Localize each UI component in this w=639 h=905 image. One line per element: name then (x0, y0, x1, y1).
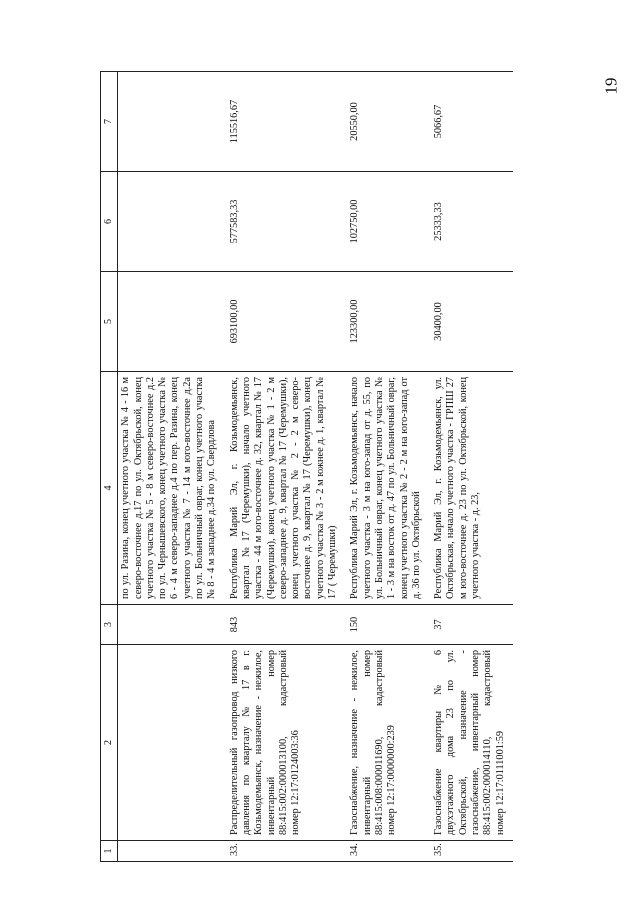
value-col5: 693100,00 (225, 272, 346, 372)
object-name: Газоснабжение квартиры № 6 двухэтажного дома 23 по ул. Октябрьской, назначение - газоснабжение, инвентарный номер 88:415:002:000014110, кадастровый номер 12:17:0111001:59 (429, 645, 513, 841)
value-col6: 102750,00 (345, 172, 429, 272)
col-header-4: 4 (101, 372, 118, 605)
table-row (345, 72, 429, 862)
continuation-description: по ул. Разина, конец учетного участка № 4 - 16 м северо-восточнее д.17 по ул. Октябрьской, конец учетного участка № 5 - 8 м северо-восточнее д.2 по ул. Чернышевского, конец учетного участка № 6 - 4 м северо-западнее д.4 по пер. Разина, конец учетного участка № 7 - 14 м юго-восточнее д.2а по ул. Больничный овраг, конец учетного участка № 8 - 4 м западнее д.34 по ул. Свердлова (118, 372, 225, 605)
col-header-1: 1 (101, 841, 118, 862)
object-name: Распределительный газопровод низкого давления по кварталу № 17 в г. Козьмодемьянск, назначение - нежилое, инвентарный номер 88:415:002:000013100, кадастровый номер 12:17:0124003:36 (225, 645, 346, 841)
row-number: 34. (345, 841, 429, 862)
object-length: 37 (429, 605, 513, 645)
col-header-5: 5 (101, 272, 118, 372)
object-name: Газоснабжение, назначение - нежилое, инвентарный номер 88:415:008:000011690, кадастровый номер 12:17:0000000:239 (345, 645, 429, 841)
value-col5: 30400,00 (429, 272, 513, 372)
object-address: Республика Марий Эл, г. Козьмодемьянск, начало учетного участка - 3 м на юго-запад от д. 55, по ул. Больничный овраг, конец учетного участка № 1 - 3 м на восток от д. 47 по ул. Больничный овраг, конец учетного участка № 2 - 2 м на юго-запад от д. 36 по ул. Октябрьской (345, 372, 429, 605)
row-number: 35. (429, 841, 513, 862)
object-length: 150 (345, 605, 429, 645)
table-row (225, 72, 346, 862)
table-row-continuation (118, 72, 225, 862)
value-col7: 5066,67 (429, 72, 513, 172)
value-col5: 123300,00 (345, 272, 429, 372)
col-header-2: 2 (101, 645, 118, 841)
object-address: Республика Марий Эл, г. Козьмодемьянск, квартал №17 (Черемушки), начало учетного участка - 44 м юго-восточнее д. 32, квартал № 17 (Черемушки), конец учетного участка № 1 - 2 м северо-западнее д. 9, квартал № 17 (Черемушки), конец учетного участка № 2 - 2 м северо-восточнее д. 9, квартал № 17 (Черемушки), конец учетного участка № 3 - 2 м южнее д. 1, квартал № 17 ( Черемушки) (225, 372, 346, 605)
value-col7: 20550,00 (345, 72, 429, 172)
row-number: 33. (225, 841, 346, 862)
col-header-3: 3 (101, 605, 118, 645)
page-number: 19 (601, 77, 621, 95)
table-row (429, 72, 513, 862)
rotated-sheet (100, 72, 630, 862)
table-container (100, 72, 630, 862)
value-col7: 115516,67 (225, 72, 346, 172)
object-length: 843 (225, 605, 346, 645)
col-header-7: 7 (101, 72, 118, 172)
header-row (101, 72, 118, 862)
value-col6: 25333,33 (429, 172, 513, 272)
object-address: Республика Марий Эл, г. Козьмодемьянск, ул. Октябрьская, начало учетного участка - ГРПШ 27 м юго-восточнее д. 23 по ул. Октябрьской, конец учетного участка - д. 23, (429, 372, 513, 605)
col-header-6: 6 (101, 172, 118, 272)
value-col6: 577583,33 (225, 172, 346, 272)
property-table (100, 71, 513, 862)
